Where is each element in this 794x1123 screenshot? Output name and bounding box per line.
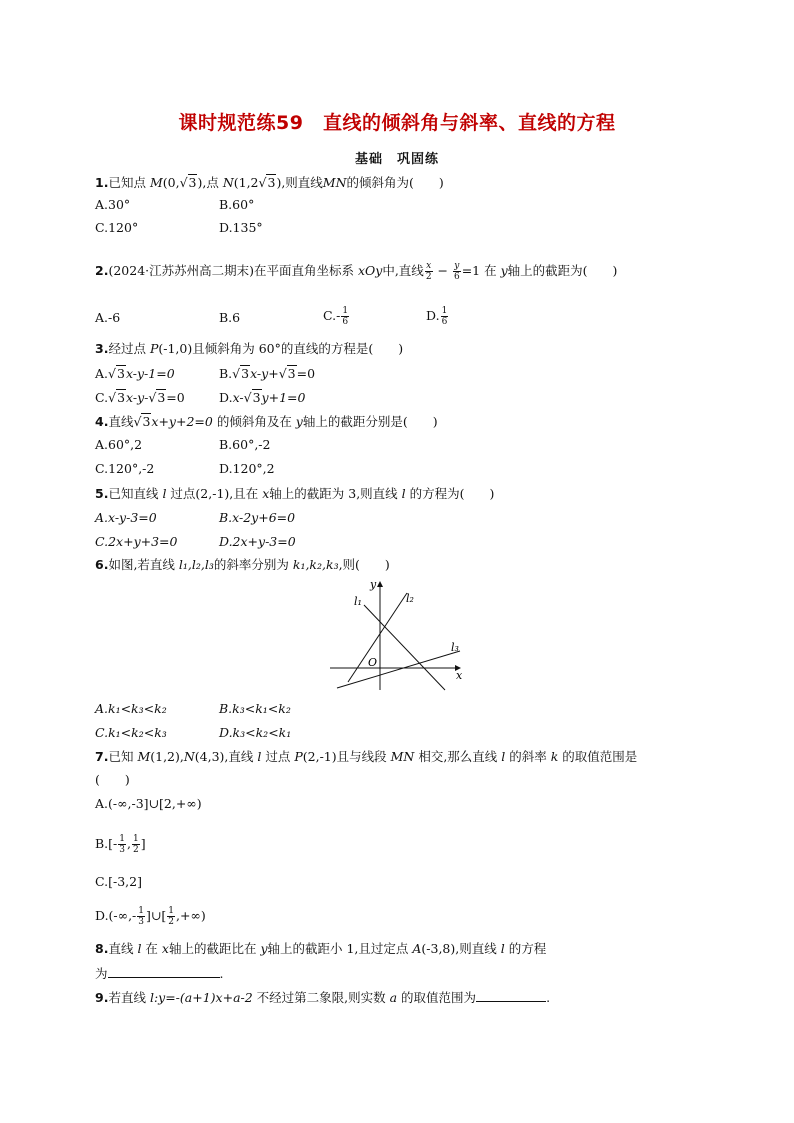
q2-option-c: C.- $\frac{1}{6}$ <box>323 306 349 327</box>
question-8: 8.直线 l 在 x轴上的截距比在 y轴上的截距小 1,且过定点 A(-3,8),则直线 l 的方程 <box>95 941 547 956</box>
figure-label-y: y <box>370 578 377 591</box>
question-7: 7.已知 M(1,2),N(4,3),直线 l 过点 P(2,-1)且与线段 MN 相交,那么直线 l 的斜率 k 的取值范围是 <box>95 749 638 764</box>
question-9: 9.若直线 l:y=-(a+1)x+a-2 不经过第二象限,则实数 a 的取值范围为 . <box>95 990 551 1005</box>
line-l3 <box>337 651 460 688</box>
q7-option-b: B.[- $\frac{1}{3}$ , $\frac{1}{2}$ ] <box>95 834 146 855</box>
q3-option-a: A.√3x-y-1=0 <box>95 366 175 381</box>
q1-option-d: D.135° <box>219 220 263 235</box>
q2-option-b: B.6 <box>219 310 241 325</box>
q1-option-a: A.30° <box>95 197 131 212</box>
q8-answer-line: 为 . <box>95 966 224 981</box>
fraction: $\frac{x}{2}$ <box>425 261 432 282</box>
q8-answer-blank[interactable] <box>108 965 220 978</box>
q1-option-b: B.60° <box>219 197 255 212</box>
question-2: 2.(2024·江苏苏州高二期末)在平面直角坐标系 xOy中,直线 $\frac{x}{2}$ − $\frac{y}{6}$ =1 在 y轴上的截距为( ) <box>95 261 618 282</box>
q6-option-a: A.k₁<k₃<k₂ <box>95 701 167 716</box>
sqrt-symbol: √3 <box>108 366 125 381</box>
q2-option-a: A.-6 <box>95 310 121 325</box>
sqrt-symbol: √3 <box>179 175 197 190</box>
q2-option-d: D. $\frac{1}{6}$ <box>426 306 448 327</box>
q9-answer-blank[interactable] <box>476 989 546 1002</box>
q5-option-c: C.2x+y+3=0 <box>95 534 178 549</box>
q6-option-c: C.k₁<k₂<k₃ <box>95 725 167 740</box>
sqrt-symbol: √3 <box>148 390 166 405</box>
fraction: $\frac{1}{6}$ <box>342 306 349 327</box>
q3-option-b: B.√3x-y+√3=0 <box>219 366 316 381</box>
question-1: 1.已知点 M(0,√3),点 N(1,2√3),则直线MN的倾斜角为( ) <box>95 175 444 190</box>
q4-option-b: B.60°,-2 <box>219 437 271 452</box>
fraction: $\frac{1}{3}$ <box>119 834 125 855</box>
q7-option-a: A.(-∞,-3]∪[2,+∞) <box>95 796 202 811</box>
figure-label-l3: l₃ <box>451 641 459 654</box>
figure-label-x: x <box>456 669 463 682</box>
q5-option-d: D.2x+y-3=0 <box>219 534 296 549</box>
question-3: 3.经过点 P(-1,0)且倾斜角为 60°的直线的方程是( ) <box>95 341 404 356</box>
question-6: 6.如图,若直线 l₁,l₂,l₃的斜率分别为 k₁,k₂,k₃,则( ) <box>95 557 390 572</box>
q6-option-d: D.k₃<k₂<k₁ <box>219 725 292 740</box>
fraction: $\frac{y}{6}$ <box>453 261 460 282</box>
figure-label-l1: l₁ <box>354 595 362 608</box>
q1-option-c: C.120° <box>95 220 139 235</box>
q6-option-b: B.k₃<k₁<k₂ <box>219 701 291 716</box>
q7-option-d: D.(-∞,- $\frac{1}{3}$ ]∪[ $\frac{1}{2}$ ,+∞) <box>95 906 206 927</box>
sqrt-symbol: √3 <box>133 414 151 429</box>
figure-label-l2: l₂ <box>406 592 414 605</box>
q4-option-d: D.120°,2 <box>219 461 275 476</box>
fraction: $\frac{1}{3}$ <box>138 906 144 927</box>
slope-figure <box>330 578 470 693</box>
figure-label-origin: O <box>368 656 378 669</box>
q3-option-c: C.√3x-y-√3=0 <box>95 390 185 405</box>
sqrt-symbol: √3 <box>243 390 261 405</box>
question-5: 5.已知直线 l 过点(2,-1),且在 x轴上的截距为 3,则直线 l 的方程为( ) <box>95 486 495 501</box>
fraction: $\frac{1}{2}$ <box>132 834 139 855</box>
question-4: 4.直线√3x+y+2=0 的倾斜角及在 y轴上的截距分别是( ) <box>95 414 438 429</box>
q4-option-a: A.60°,2 <box>95 437 143 452</box>
page-title: 课时规范练59 直线的倾斜角与斜率、直线的方程 <box>178 112 616 134</box>
sqrt-symbol: √3 <box>258 175 276 190</box>
section-heading: 基础 巩固练 <box>354 152 439 167</box>
q5-option-b: B.x-2y+6=0 <box>219 510 296 525</box>
line-l1 <box>364 605 445 690</box>
sqrt-symbol: √3 <box>232 366 250 381</box>
q3-option-d: D.x-√3y+1=0 <box>219 390 306 405</box>
q5-option-a: A.x-y-3=0 <box>95 510 157 525</box>
sqrt-symbol: √3 <box>108 390 126 405</box>
y-axis-arrow-icon <box>377 581 383 587</box>
fraction: $\frac{1}{6}$ <box>441 306 448 327</box>
sqrt-symbol: √3 <box>278 366 296 381</box>
q4-option-c: C.120°,-2 <box>95 461 155 476</box>
q7-option-c: C.[-3,2] <box>95 874 142 889</box>
fraction: $\frac{1}{2}$ <box>168 906 174 927</box>
q7-paren: ( ) <box>95 772 130 787</box>
